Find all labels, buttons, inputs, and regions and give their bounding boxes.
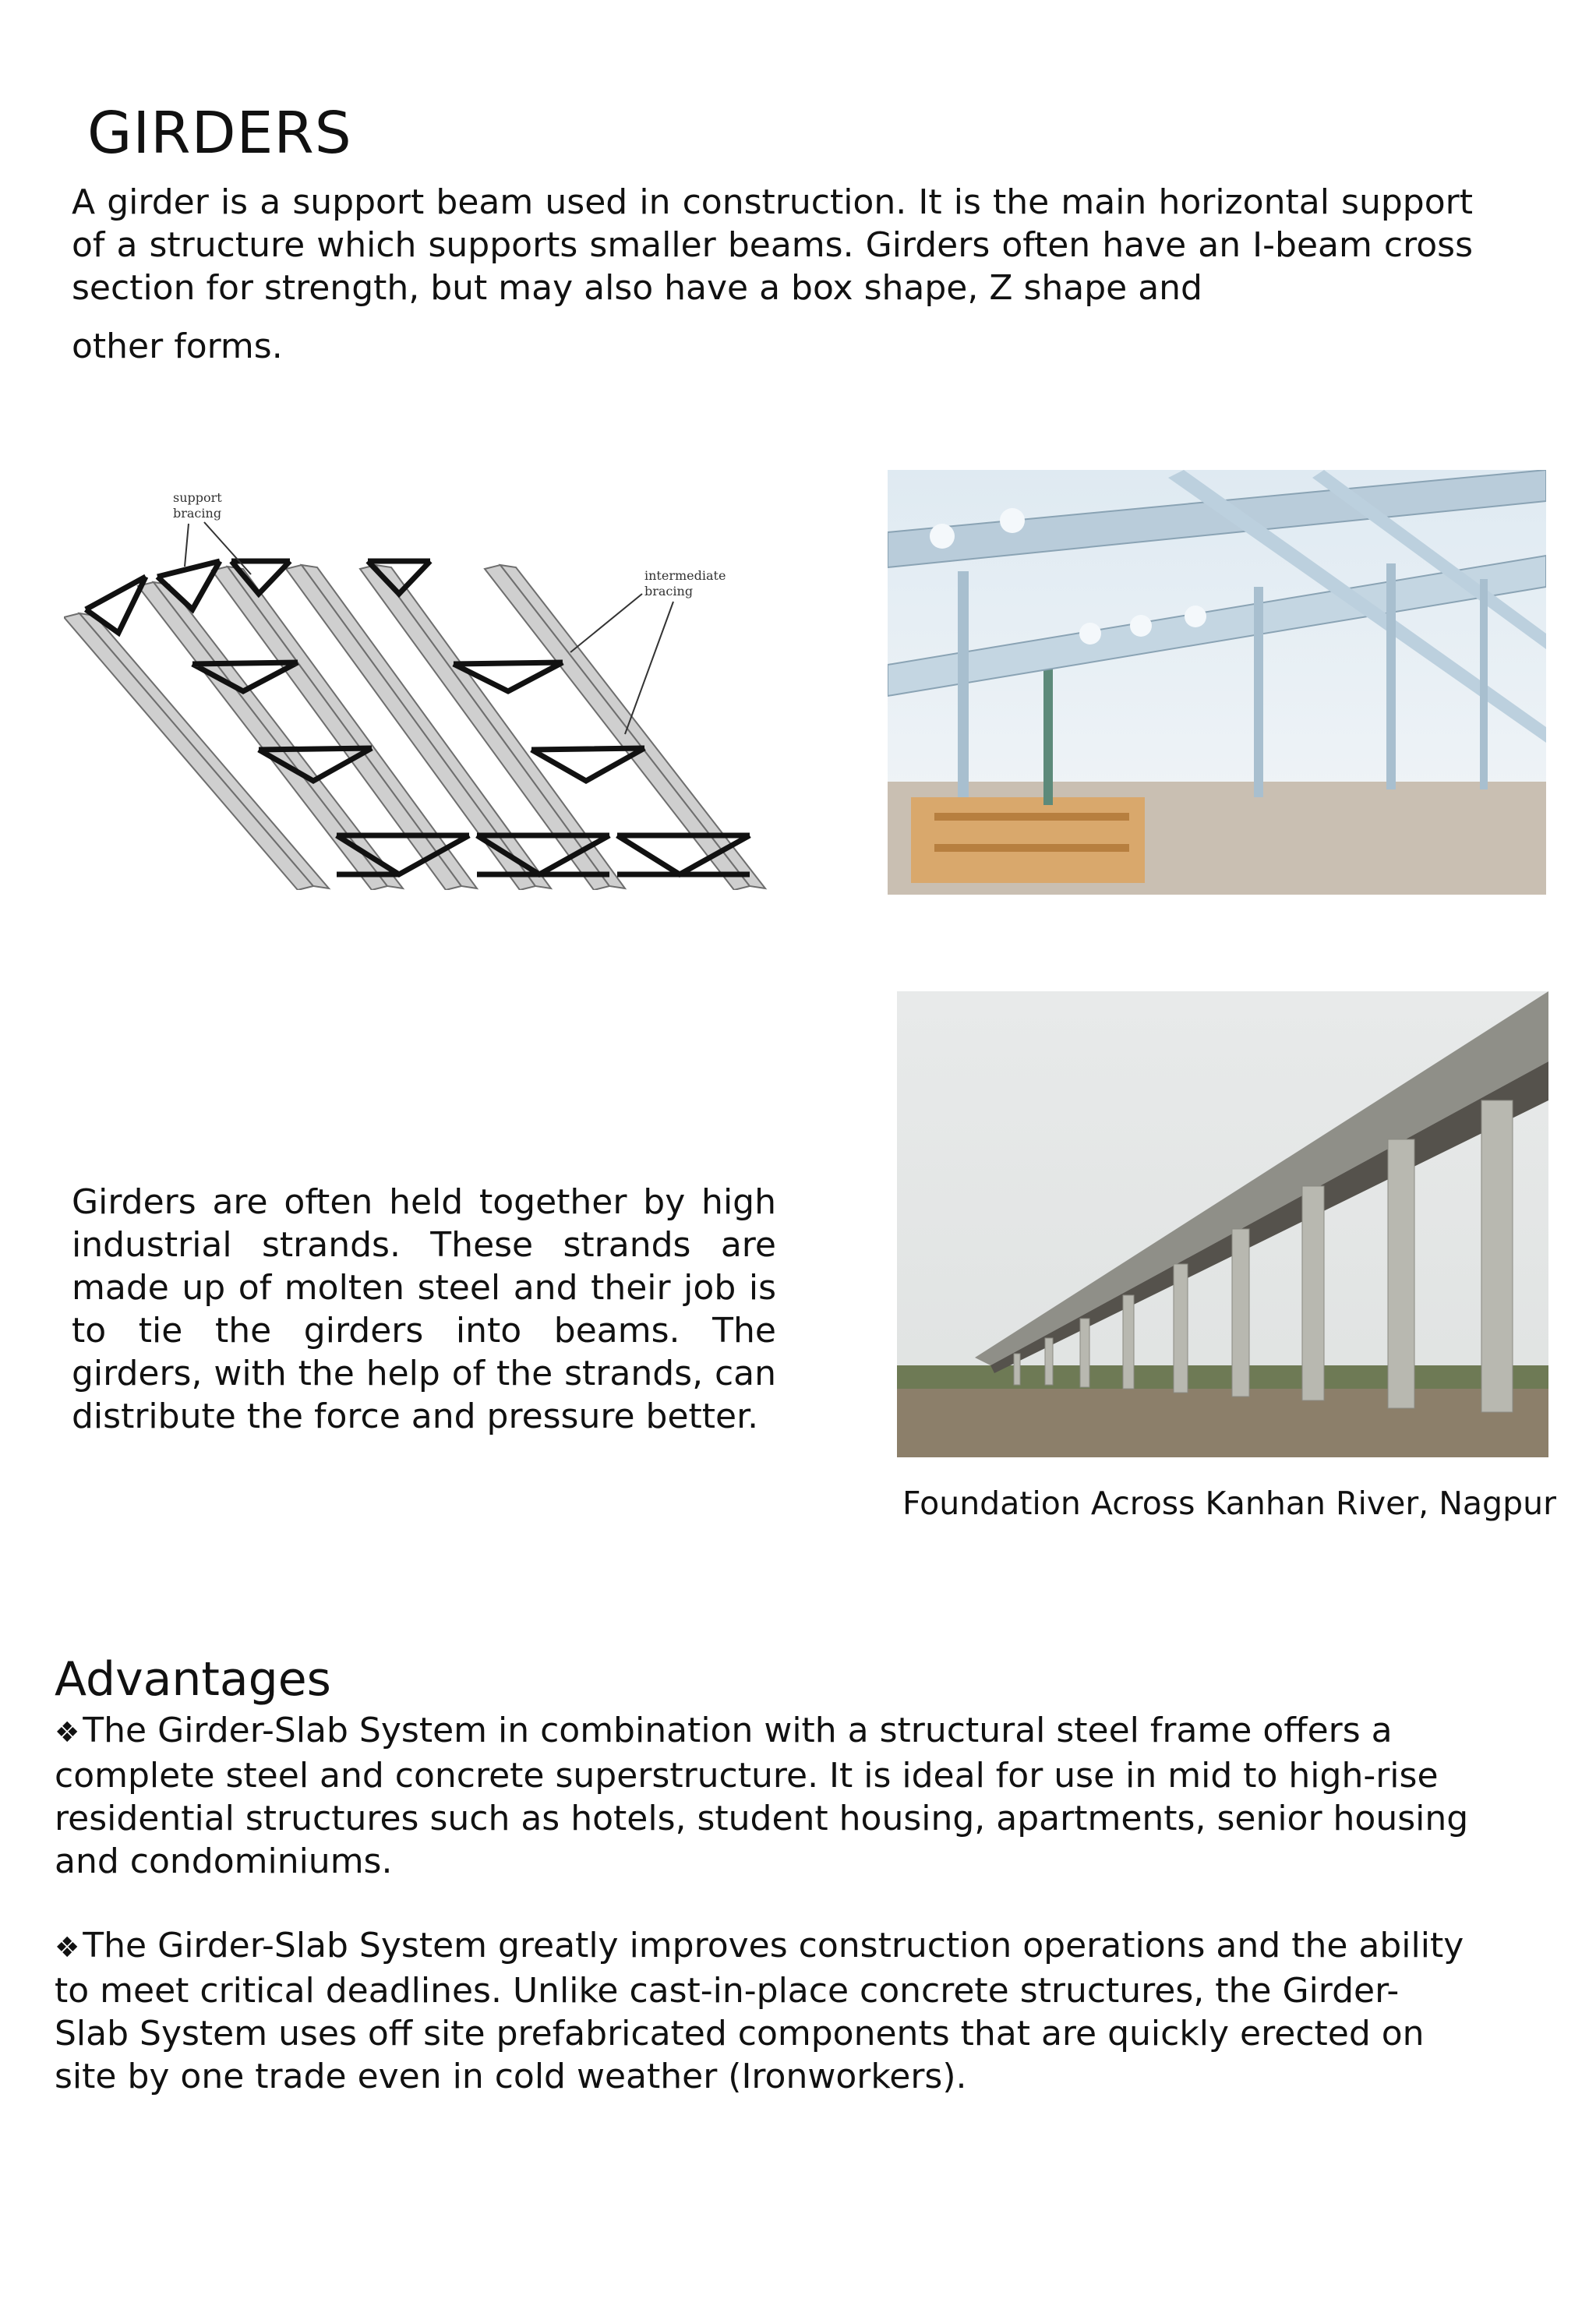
label-bracing: bracing: [173, 506, 222, 521]
label-support: support: [173, 490, 222, 505]
bridge-photo: [897, 991, 1548, 1457]
advantage-text: The Girder-Slab System in combination with a structural steel frame offers a complete steel and concrete superstructure. It is ideal for use in mid to high-rise residential structures such as hotels, student housing, apartments, senior housing and condominiums.: [55, 1711, 1469, 1881]
diamond-bullet-icon: ❖: [55, 1932, 80, 1964]
intro-text: A girder is a support beam used in construction. It is the main horizontal support of a structure which supports smaller beams. Girders often have an I-beam cross section for strength, but may also have a box shape, Z shape and: [72, 182, 1473, 308]
photo-caption: Foundation Across Kanhan River, Nagpur: [902, 1485, 1556, 1522]
diagram-labels: [173, 490, 726, 599]
girder-beams: [64, 565, 765, 890]
page-title: GIRDERS: [87, 100, 352, 167]
girder-bracing-diagram: [64, 477, 772, 890]
advantage-item: [55, 1709, 1473, 1883]
intro-last-line: other forms.: [72, 327, 283, 366]
label-intermediate: intermediate: [644, 568, 726, 583]
advantages-heading: Advantages: [55, 1652, 331, 1707]
advantage-item: [55, 1924, 1473, 2098]
diamond-bullet-icon: ❖: [55, 1717, 80, 1749]
strands-paragraph: Girders are often held together by high industrial strands. These strands are made up of molten steel and their job is to tie the girders into beams. The girders, with the help of the strands, can distribute the force and pressure better.: [72, 1182, 776, 1436]
advantage-text: The Girder-Slab System greatly improves construction operations and the ability to meet critical deadlines. Unlike cast-in-place concrete structures, the Girder-Slab System uses off site prefabricated components that are quickly erected on site by one trade even in cold weather (Ironworkers).: [55, 1926, 1464, 2096]
intro-paragraph: [72, 181, 1473, 368]
label-bracing-2: bracing: [644, 584, 694, 599]
steel-frame-photo: [888, 470, 1546, 895]
